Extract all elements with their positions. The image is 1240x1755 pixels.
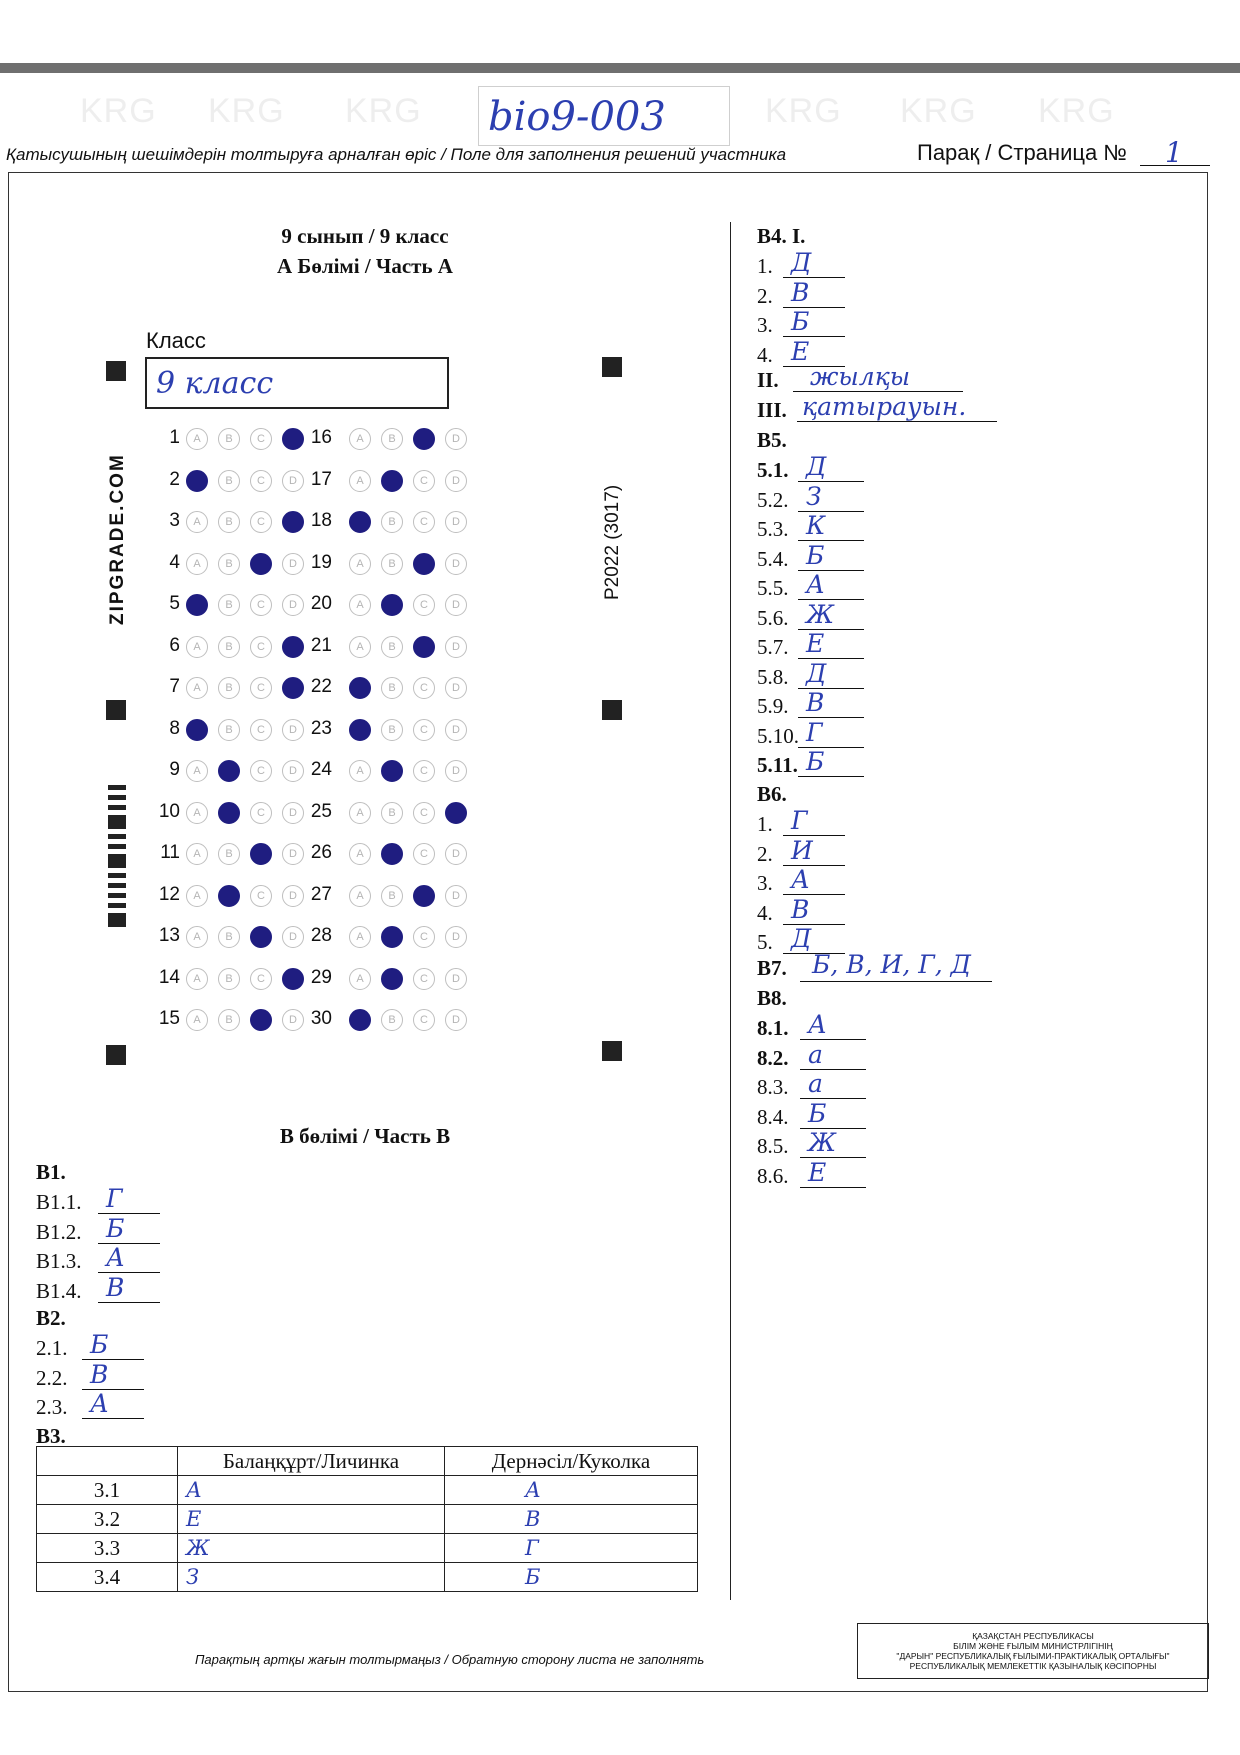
answer-bubble[interactable]: D bbox=[445, 843, 467, 865]
b3-answer[interactable]: А bbox=[445, 1476, 698, 1505]
answer-bubble[interactable] bbox=[349, 511, 371, 533]
handwritten-answer[interactable]: И bbox=[791, 835, 813, 865]
answer-bubble[interactable] bbox=[413, 428, 435, 450]
b4-iii-line bbox=[797, 421, 997, 422]
answer-bubble[interactable]: A bbox=[349, 594, 371, 616]
answer-label: 5.9. bbox=[757, 694, 789, 718]
answer-bubble[interactable]: D bbox=[445, 594, 467, 616]
handwritten-answer[interactable]: Е bbox=[806, 629, 825, 658]
answer-bubble[interactable]: A bbox=[186, 428, 208, 450]
handwritten-answer[interactable]: Б bbox=[90, 1330, 109, 1359]
answer-bubble[interactable]: A bbox=[349, 428, 371, 450]
answer-bubble[interactable]: A bbox=[349, 760, 371, 782]
answer-bubble[interactable] bbox=[349, 719, 371, 741]
question-number: 20 bbox=[310, 593, 332, 614]
answer-bubble[interactable]: C bbox=[250, 428, 272, 450]
barcode bbox=[108, 785, 126, 932]
answer-bubble[interactable]: C bbox=[413, 511, 435, 533]
part-b-title: В бөлімі / Часть В bbox=[279, 1124, 451, 1148]
answer-label: 4. bbox=[757, 900, 773, 925]
handwritten-answer[interactable]: а bbox=[808, 1069, 823, 1098]
answer-bubble[interactable]: D bbox=[445, 511, 467, 533]
b8-heading: B8. bbox=[757, 986, 787, 1010]
watermark: KRG bbox=[765, 92, 842, 130]
question-number: 25 bbox=[310, 800, 332, 822]
answer-bubble[interactable]: C bbox=[250, 594, 272, 616]
answer-bubble[interactable]: A bbox=[186, 926, 208, 948]
answer-label: 2.2. bbox=[36, 1365, 68, 1390]
answer-bubble[interactable]: C bbox=[250, 511, 272, 533]
handwritten-answer[interactable]: А bbox=[791, 865, 810, 894]
answer-bubble[interactable]: A bbox=[186, 677, 208, 699]
handwritten-answer[interactable]: Г bbox=[806, 717, 823, 747]
answer-bubble[interactable]: D bbox=[282, 719, 304, 741]
answer-bubble[interactable]: B bbox=[218, 1009, 240, 1031]
b1-heading: B1. bbox=[36, 1160, 66, 1184]
answer-bubble[interactable]: C bbox=[250, 885, 272, 907]
handwritten-answer[interactable]: Б bbox=[106, 1213, 125, 1243]
b4-heading: B4. I. bbox=[757, 224, 806, 248]
answer-label: 1. bbox=[757, 812, 773, 836]
question-number: 23 bbox=[310, 717, 332, 739]
question-number: 22 bbox=[310, 676, 332, 697]
question-number: 8 bbox=[169, 717, 180, 739]
answer-line bbox=[798, 776, 864, 777]
answer-label: B1.4. bbox=[36, 1278, 82, 1303]
question-number: 5 bbox=[169, 593, 180, 614]
answer-bubble[interactable]: A bbox=[186, 760, 208, 782]
answer-bubble[interactable]: D bbox=[445, 428, 467, 450]
question-number: 24 bbox=[310, 759, 332, 780]
answer-bubble[interactable]: C bbox=[413, 719, 435, 741]
watermark: KRG bbox=[1038, 92, 1115, 130]
question-number: 9 bbox=[169, 759, 180, 780]
handwritten-answer[interactable]: В bbox=[791, 277, 810, 307]
answer-bubble[interactable]: A bbox=[186, 553, 208, 575]
answer-label: 5.6. bbox=[757, 605, 789, 630]
b3-row-label: 3.2 bbox=[37, 1505, 178, 1534]
answer-bubble[interactable]: D bbox=[445, 926, 467, 948]
b3-answer[interactable]: В bbox=[445, 1505, 698, 1534]
answer-bubble[interactable]: D bbox=[445, 677, 467, 699]
answer-bubble[interactable]: B bbox=[218, 470, 240, 492]
answer-label: 1. bbox=[757, 254, 773, 278]
b4-iii-answer[interactable]: қатырауын. bbox=[802, 392, 967, 421]
answer-bubble[interactable]: C bbox=[413, 1009, 435, 1031]
answer-bubble[interactable]: C bbox=[250, 470, 272, 492]
answer-bubble[interactable]: A bbox=[349, 885, 371, 907]
answer-bubble[interactable]: B bbox=[381, 719, 403, 741]
answer-line bbox=[98, 1302, 160, 1303]
stamp-line: РЕСПУБЛИКАЛЫҚ МЕМЛЕКЕТТІК ҚАЗЫНАЛЫҚ КӘСІПОРНЫ bbox=[909, 1661, 1157, 1671]
answer-bubble[interactable] bbox=[218, 760, 240, 782]
handwritten-answer[interactable]: Д bbox=[791, 248, 812, 277]
answer-bubble[interactable]: C bbox=[413, 470, 435, 492]
answer-bubble[interactable]: D bbox=[282, 926, 304, 948]
handwritten-answer[interactable]: А bbox=[106, 1243, 125, 1272]
watermark: KRG bbox=[80, 92, 157, 130]
question-number: 13 bbox=[158, 925, 180, 946]
footer-note: Парақтың артқы жағын толтырмаңыз / Обратную сторону листа не заполнять bbox=[195, 1652, 705, 1667]
scan-top-bar bbox=[0, 63, 1240, 73]
answer-bubble[interactable]: D bbox=[282, 470, 304, 492]
question-number: 11 bbox=[160, 842, 180, 863]
handwritten-answer[interactable]: Б bbox=[806, 540, 825, 570]
answer-bubble[interactable]: B bbox=[381, 677, 403, 699]
answer-label: 4. bbox=[757, 342, 773, 367]
answer-label: 2.1. bbox=[36, 1336, 68, 1360]
handwritten-answer[interactable]: В bbox=[791, 894, 810, 924]
answer-bubble[interactable] bbox=[381, 843, 403, 865]
answer-bubble[interactable] bbox=[250, 1009, 272, 1031]
handwritten-answer[interactable]: А bbox=[808, 1010, 827, 1039]
answer-label: 8.2. bbox=[757, 1045, 789, 1070]
answer-line bbox=[800, 1187, 866, 1188]
answer-bubble[interactable]: B bbox=[381, 553, 403, 575]
answer-label: 5. bbox=[757, 930, 773, 954]
answer-label: 5.11. bbox=[757, 753, 798, 777]
answer-label: B1.1. bbox=[36, 1190, 82, 1214]
answer-bubble[interactable]: D bbox=[282, 760, 304, 782]
b4-iii-label: III. bbox=[757, 398, 787, 422]
answer-bubble[interactable]: A bbox=[349, 926, 371, 948]
b3-answer[interactable]: Е bbox=[178, 1505, 445, 1534]
answer-bubble[interactable] bbox=[381, 968, 403, 990]
question-number: 14 bbox=[158, 966, 180, 988]
handwritten-answer[interactable]: В bbox=[106, 1272, 125, 1302]
answer-bubble[interactable] bbox=[381, 594, 403, 616]
answer-label: 5.8. bbox=[757, 664, 789, 689]
handwritten-answer[interactable]: А bbox=[90, 1389, 109, 1418]
answer-bubble[interactable] bbox=[186, 470, 208, 492]
handwritten-answer[interactable]: Д bbox=[806, 452, 827, 481]
answer-label: 8.1. bbox=[757, 1016, 789, 1040]
part-a-title-2: А Бөлімі / Часть А bbox=[277, 254, 453, 278]
question-number: 12 bbox=[158, 883, 180, 905]
answer-bubble[interactable]: B bbox=[218, 968, 240, 990]
handwritten-answer[interactable]: Д bbox=[806, 658, 827, 688]
answer-bubble[interactable]: D bbox=[445, 760, 467, 782]
question-number: 19 bbox=[310, 551, 332, 573]
answer-bubble[interactable] bbox=[218, 802, 240, 824]
b3-col-larva: Балаңқұрт/Личинка bbox=[178, 1447, 445, 1476]
question-number: 27 bbox=[310, 883, 332, 905]
answer-label: 5.7. bbox=[757, 635, 789, 659]
field-caption: Қатысушының шешімдерін толтыруға арналған өріс / Поле для заполнения решений участника bbox=[6, 145, 787, 164]
answer-label: 3. bbox=[757, 871, 773, 895]
answer-bubble[interactable] bbox=[186, 719, 208, 741]
answer-bubble[interactable] bbox=[218, 885, 240, 907]
answer-bubble[interactable]: B bbox=[218, 553, 240, 575]
b3-heading: B3. bbox=[36, 1424, 66, 1448]
answer-bubble[interactable]: C bbox=[250, 636, 272, 658]
answer-bubble[interactable]: B bbox=[381, 428, 403, 450]
answer-label: 3. bbox=[757, 313, 773, 337]
handwritten-answer[interactable]: Ж bbox=[806, 599, 835, 629]
handwritten-answer[interactable]: Г bbox=[791, 806, 808, 835]
answer-bubble[interactable]: B bbox=[381, 1009, 403, 1031]
handwritten-answer[interactable]: Д bbox=[791, 924, 812, 953]
question-number: 18 bbox=[310, 510, 332, 531]
alignment-marker bbox=[106, 1045, 126, 1065]
answer-bubble[interactable]: D bbox=[445, 719, 467, 741]
answer-bubble[interactable]: A bbox=[186, 1009, 208, 1031]
answer-bubble[interactable]: B bbox=[218, 677, 240, 699]
answer-bubble[interactable]: A bbox=[186, 802, 208, 824]
b3-row-label: 3.4 bbox=[37, 1563, 178, 1592]
answer-label: 5.5. bbox=[757, 576, 789, 600]
participant-code: bio9-003 bbox=[488, 94, 666, 140]
answer-bubble[interactable] bbox=[381, 470, 403, 492]
answer-bubble[interactable]: B bbox=[218, 594, 240, 616]
answer-bubble[interactable]: D bbox=[445, 885, 467, 907]
watermark: KRG bbox=[900, 92, 977, 130]
answer-bubble[interactable]: A bbox=[186, 885, 208, 907]
answer-bubble[interactable]: A bbox=[349, 968, 371, 990]
part-a-title-1: 9 сынып / 9 класс bbox=[281, 224, 449, 248]
handwritten-answer[interactable]: Б bbox=[806, 747, 825, 776]
answer-bubble[interactable]: D bbox=[282, 594, 304, 616]
answer-bubble[interactable]: D bbox=[282, 885, 304, 907]
answer-bubble[interactable]: B bbox=[381, 885, 403, 907]
answer-bubble[interactable] bbox=[349, 1009, 371, 1031]
handwritten-answer[interactable]: А bbox=[806, 570, 825, 599]
answer-bubble[interactable]: D bbox=[445, 636, 467, 658]
answer-label: B1.2. bbox=[36, 1219, 82, 1244]
question-number: 21 bbox=[310, 634, 332, 656]
answer-bubble[interactable] bbox=[250, 553, 272, 575]
handwritten-answer[interactable]: Г bbox=[106, 1184, 123, 1213]
question-number: 3 bbox=[169, 510, 180, 531]
alignment-marker bbox=[602, 1041, 622, 1061]
alignment-marker bbox=[106, 361, 126, 381]
answer-bubble[interactable]: A bbox=[349, 636, 371, 658]
answer-bubble[interactable]: D bbox=[445, 553, 467, 575]
alignment-marker bbox=[106, 700, 126, 720]
b5-heading: B5. bbox=[757, 428, 787, 452]
answer-bubble[interactable]: B bbox=[218, 428, 240, 450]
answer-bubble[interactable]: A bbox=[349, 802, 371, 824]
answer-bubble[interactable]: D bbox=[282, 1009, 304, 1031]
answer-bubble[interactable]: D bbox=[445, 1009, 467, 1031]
answer-bubble[interactable] bbox=[349, 677, 371, 699]
answer-label: 8.4. bbox=[757, 1104, 789, 1129]
b2-heading: B2. bbox=[36, 1306, 66, 1330]
question-number: 29 bbox=[310, 966, 332, 988]
b7-answer[interactable]: Б, В, И, Г, Д bbox=[812, 950, 971, 979]
answer-bubble[interactable]: A bbox=[186, 511, 208, 533]
column-divider bbox=[730, 222, 731, 1600]
answer-bubble[interactable]: B bbox=[218, 926, 240, 948]
answer-bubble[interactable]: C bbox=[413, 968, 435, 990]
answer-label: 5.4. bbox=[757, 546, 789, 571]
answer-label: B1.3. bbox=[36, 1249, 82, 1273]
answer-bubble[interactable] bbox=[250, 843, 272, 865]
answer-bubble[interactable]: C bbox=[250, 760, 272, 782]
answer-label: 8.6. bbox=[757, 1163, 789, 1188]
answer-label: 5.3. bbox=[757, 517, 789, 541]
question-number: 1 bbox=[169, 427, 180, 448]
answer-label: 5.1. bbox=[757, 458, 789, 482]
answer-bubble[interactable]: D bbox=[445, 470, 467, 492]
b4-ii-label: II. bbox=[757, 368, 779, 392]
organization-stamp bbox=[857, 1623, 1209, 1679]
question-number: 7 bbox=[169, 676, 180, 697]
b7-line bbox=[800, 981, 992, 982]
answer-bubble[interactable] bbox=[381, 760, 403, 782]
handwritten-answer[interactable]: а bbox=[808, 1039, 823, 1069]
question-number: 26 bbox=[310, 842, 332, 863]
b3-answer[interactable]: З bbox=[178, 1563, 445, 1592]
answer-label: 5.2. bbox=[757, 487, 789, 512]
stamp-line: ҚАЗАҚСТАН РЕСПУБЛИКАСЫ bbox=[972, 1631, 1094, 1641]
b3-answer[interactable]: Г bbox=[445, 1534, 698, 1563]
b3-col-pupa: Дернәсіл/Куколка bbox=[445, 1447, 698, 1476]
answer-bubble[interactable]: C bbox=[413, 843, 435, 865]
answer-bubble[interactable]: B bbox=[218, 843, 240, 865]
question-number: 16 bbox=[310, 427, 332, 448]
answer-bubble[interactable] bbox=[413, 885, 435, 907]
answer-bubble[interactable]: C bbox=[250, 802, 272, 824]
handwritten-answer[interactable]: В bbox=[90, 1359, 109, 1389]
answer-bubble[interactable]: B bbox=[218, 719, 240, 741]
answer-bubble[interactable]: B bbox=[381, 636, 403, 658]
handwritten-answer[interactable]: Б bbox=[808, 1098, 827, 1128]
alignment-marker bbox=[602, 700, 622, 720]
answer-bubble[interactable]: C bbox=[250, 968, 272, 990]
answer-bubble[interactable] bbox=[381, 926, 403, 948]
answer-bubble[interactable]: B bbox=[381, 511, 403, 533]
class-label: Класс bbox=[146, 328, 206, 353]
answer-bubble[interactable] bbox=[445, 802, 467, 824]
answer-line bbox=[82, 1418, 144, 1419]
b6-heading: B6. bbox=[757, 782, 787, 806]
b3-answer[interactable]: Б bbox=[445, 1563, 698, 1592]
handwritten-answer[interactable]: Е bbox=[791, 336, 810, 366]
answer-bubble[interactable]: D bbox=[445, 968, 467, 990]
answer-bubble[interactable]: D bbox=[282, 553, 304, 575]
b3-answer[interactable]: А bbox=[178, 1476, 445, 1505]
b3-row-label: 3.1 bbox=[37, 1476, 178, 1505]
answer-bubble[interactable]: B bbox=[218, 511, 240, 533]
alignment-marker bbox=[602, 357, 622, 377]
stamp-line: "ДАРЫН" РЕСПУБЛИКАЛЫҚ ҒЫЛЫМИ-ПРАКТИКАЛЫҚ ОРТАЛЫҒЫ" bbox=[896, 1651, 1170, 1661]
answer-bubble[interactable] bbox=[413, 636, 435, 658]
zipgrade-logo-text: ZIPGRADE.COM bbox=[107, 453, 128, 625]
answer-label: 2. bbox=[757, 841, 773, 866]
answer-bubble[interactable]: C bbox=[413, 926, 435, 948]
answer-label: 2. bbox=[757, 283, 773, 308]
answer-bubble[interactable]: D bbox=[282, 843, 304, 865]
handwritten-answer[interactable]: К bbox=[806, 511, 826, 540]
question-number: 28 bbox=[310, 925, 332, 946]
answer-bubble[interactable] bbox=[413, 553, 435, 575]
answer-bubble[interactable]: C bbox=[413, 802, 435, 824]
answer-bubble[interactable]: C bbox=[413, 594, 435, 616]
handwritten-answer[interactable]: В bbox=[806, 688, 825, 717]
answer-bubble[interactable]: C bbox=[250, 677, 272, 699]
question-number: 6 bbox=[169, 634, 180, 656]
answer-label: 5.10. bbox=[757, 723, 799, 748]
question-number: 30 bbox=[310, 1008, 332, 1029]
answer-bubble[interactable]: A bbox=[186, 968, 208, 990]
answer-label: 2.3. bbox=[36, 1395, 68, 1419]
handwritten-answer[interactable]: Б bbox=[791, 307, 810, 336]
stamp-line: БІЛІМ ЖӘНЕ ҒЫЛЫМ МИНИСТРЛІГІНІҢ bbox=[953, 1641, 1113, 1651]
b7-heading: B7. bbox=[757, 956, 787, 980]
answer-bubble[interactable] bbox=[250, 926, 272, 948]
b3-answer[interactable]: Ж bbox=[178, 1534, 445, 1563]
handwritten-answer[interactable]: З bbox=[806, 481, 822, 511]
form-code: P2022 (3017) bbox=[602, 484, 623, 600]
question-number: 2 bbox=[169, 468, 180, 490]
answer-bubble[interactable]: A bbox=[349, 553, 371, 575]
answer-bubble[interactable]: A bbox=[349, 470, 371, 492]
b4-ii-answer[interactable]: жылқы bbox=[810, 362, 911, 391]
answer-label: 8.3. bbox=[757, 1075, 789, 1099]
answer-bubble[interactable] bbox=[186, 594, 208, 616]
class-value: 9 класс bbox=[156, 366, 274, 401]
watermark: KRG bbox=[345, 92, 422, 130]
question-number: 4 bbox=[169, 551, 180, 573]
handwritten-answer[interactable]: Ж bbox=[808, 1128, 837, 1157]
answer-bubble[interactable]: C bbox=[413, 760, 435, 782]
handwritten-answer[interactable]: Е bbox=[808, 1157, 827, 1187]
question-number: 17 bbox=[310, 468, 332, 490]
answer-bubble[interactable]: A bbox=[186, 843, 208, 865]
watermark: KRG bbox=[208, 92, 285, 130]
b3-row-label: 3.3 bbox=[37, 1534, 178, 1563]
page-label: Парақ / Страница № bbox=[917, 140, 1127, 165]
answer-label: 8.5. bbox=[757, 1134, 789, 1158]
answer-bubble[interactable]: C bbox=[413, 677, 435, 699]
question-number: 10 bbox=[158, 800, 180, 822]
question-number: 15 bbox=[158, 1008, 180, 1029]
answer-bubble[interactable]: C bbox=[250, 719, 272, 741]
answer-bubble[interactable]: D bbox=[282, 802, 304, 824]
page-number: 1 bbox=[1165, 136, 1183, 169]
answer-bubble[interactable]: B bbox=[218, 636, 240, 658]
answer-bubble[interactable]: A bbox=[186, 636, 208, 658]
answer-bubble[interactable]: A bbox=[349, 843, 371, 865]
b3-table bbox=[36, 1446, 698, 1592]
answer-bubble[interactable]: B bbox=[381, 802, 403, 824]
